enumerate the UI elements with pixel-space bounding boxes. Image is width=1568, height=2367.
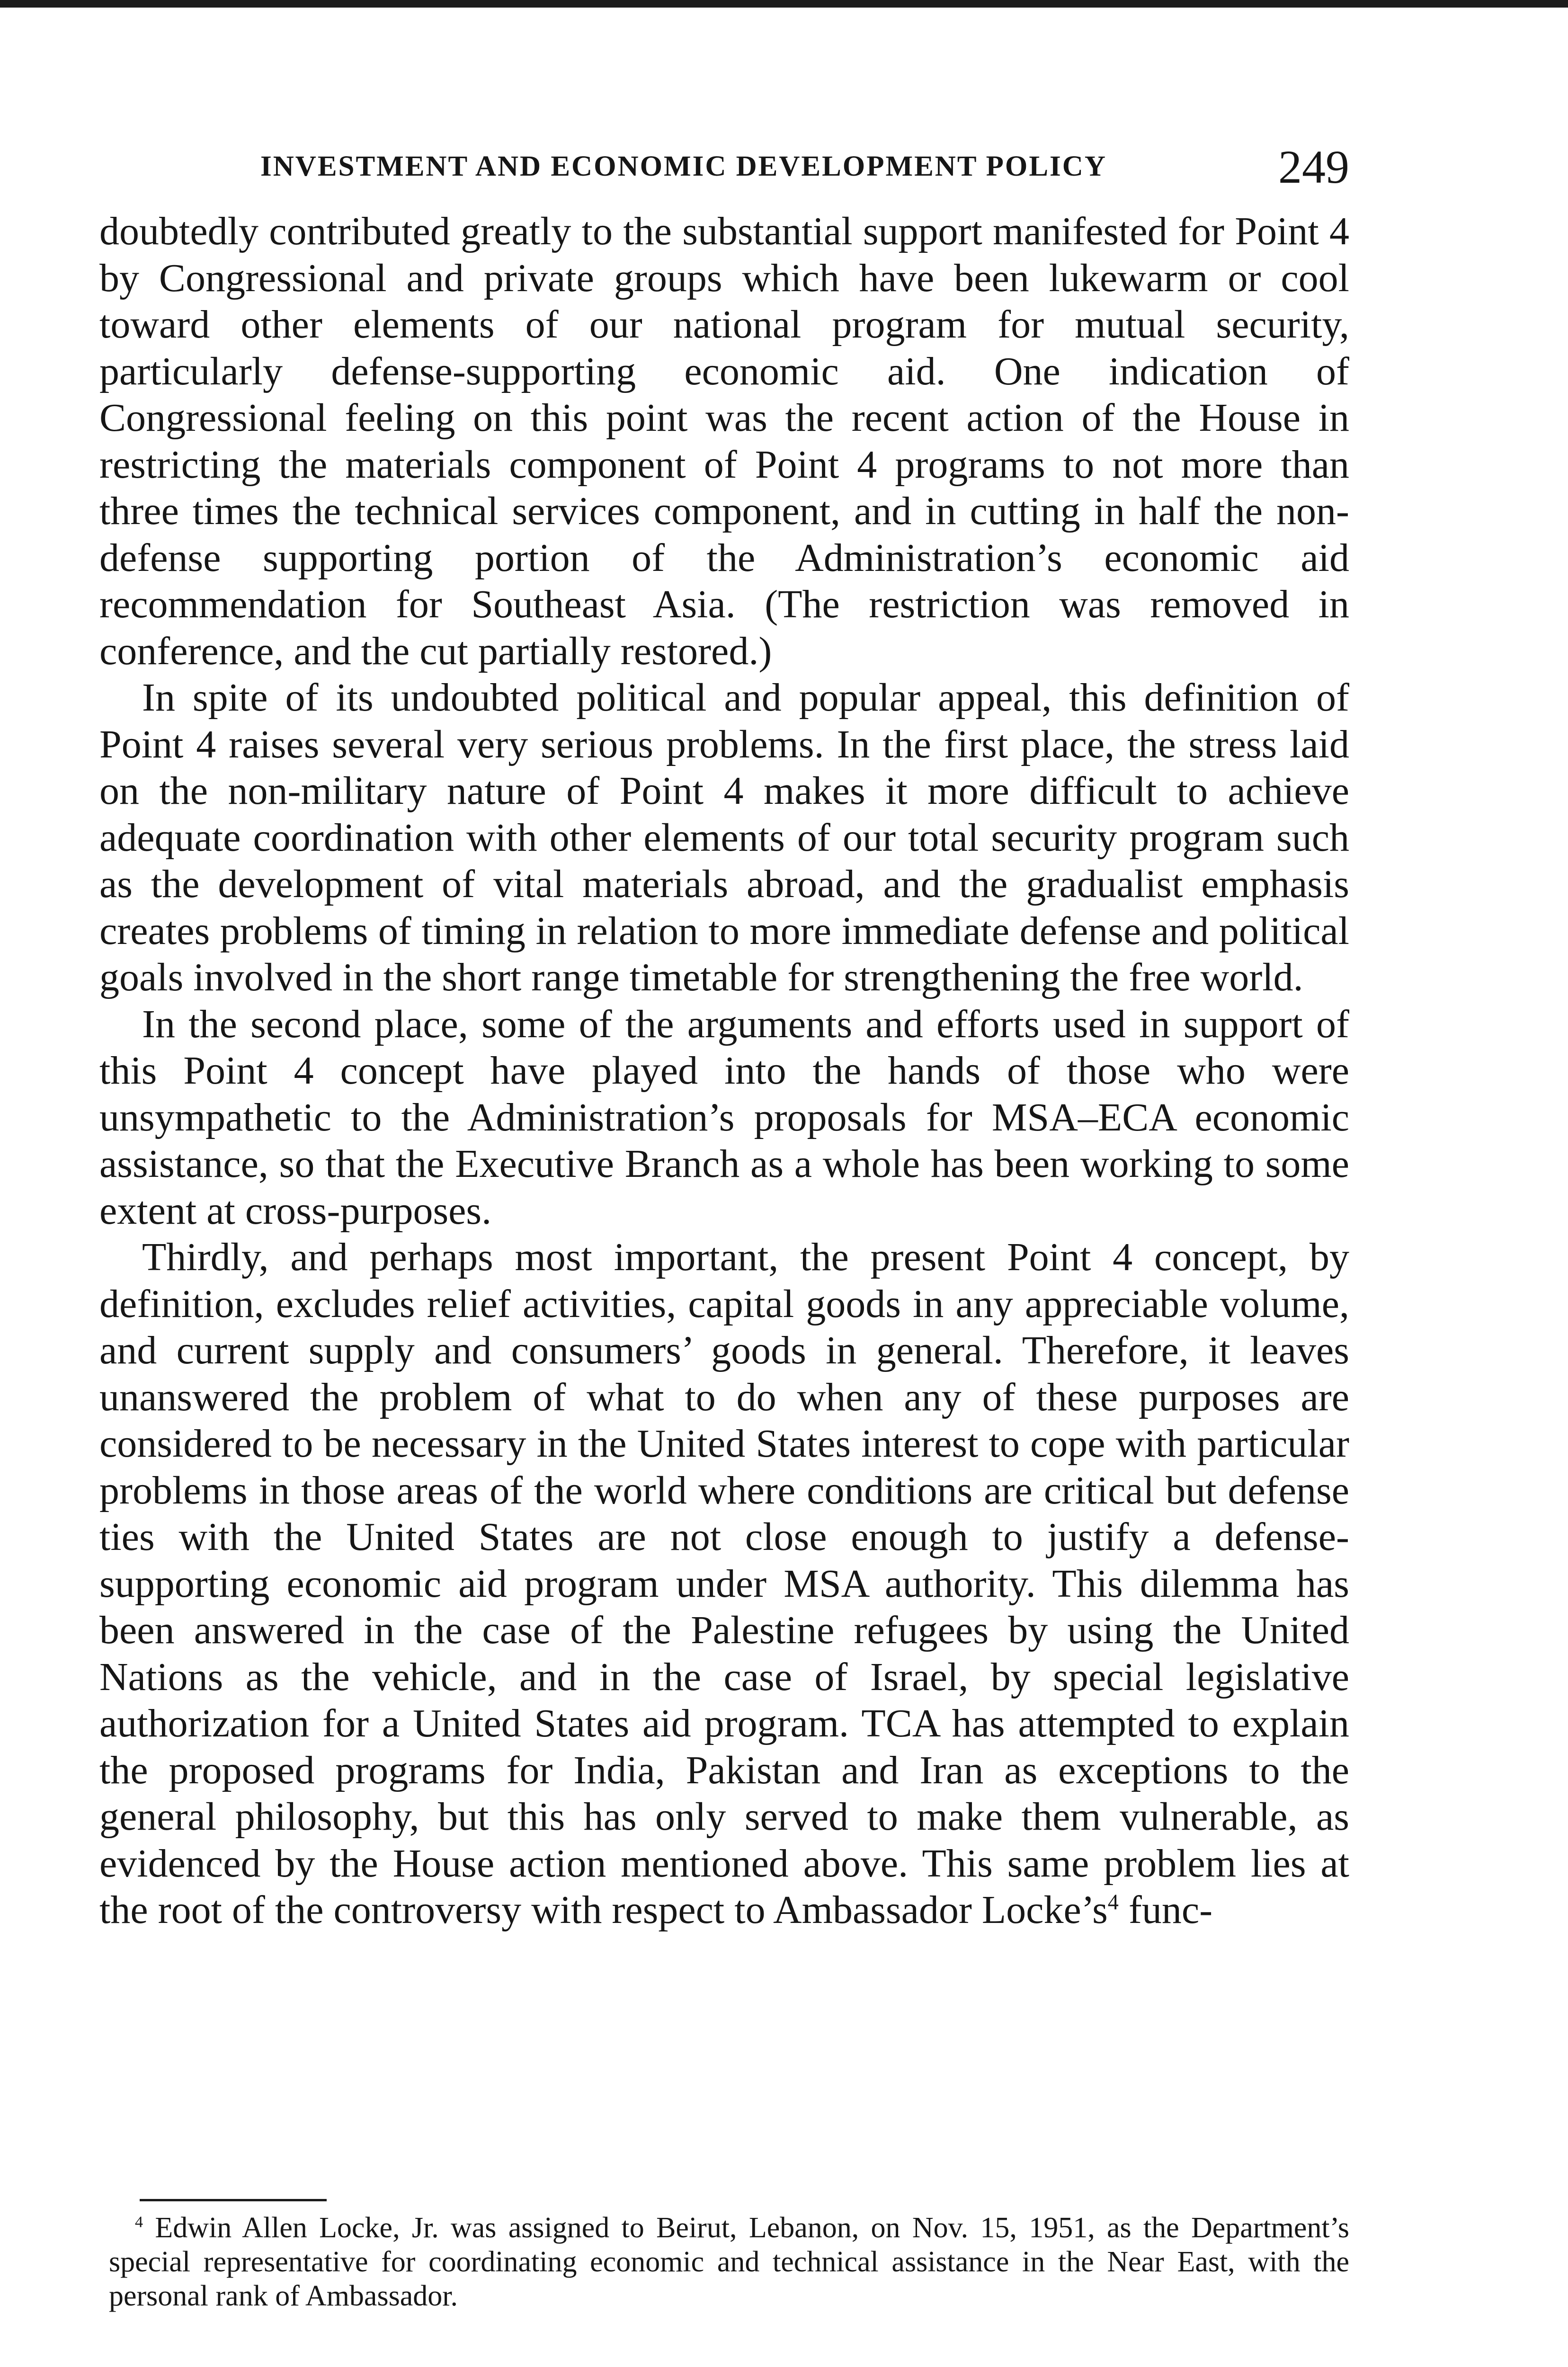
- body-text: [99, 208, 1349, 1934]
- footnote-marker: 4: [135, 2213, 143, 2231]
- footnote: [109, 2211, 1349, 2313]
- paragraph-second-place: In the second place, some of the arguments and efforts used in support of this Point 4 concept have played into the hands of those who were unsympathetic to the Administration’s proposals for MSA–ECA economic assistance, so that the Executive Branch as a whole has been working to some extent at cross-purposes.: [99, 1002, 1349, 1233]
- page-number: 249: [1278, 141, 1349, 193]
- paragraph-thirdly: [99, 1234, 1349, 1934]
- paragraph-thirdly-text: Thirdly, and perhaps most important, the present Point 4 concept, by definition, excludes relief activities, capital goods in any appreciable volume, and current supply and consumers’ goods in general. Therefore, it leaves unanswered the problem of what to do when any of these purposes are considered to be necessary in the United States interest to cope with particular problems in those areas of the world where conditions are critical but defense ties with the United States are not close enough to justify a defense-supporting economic aid program under MSA authority. This dilemma has been answered in the case of the Palestine refugees by using the United Nations as the vehicle, and in the case of Israel, by special legislative authorization for a United States aid program. TCA has attempted to explain the proposed programs for India, Pakistan and Iran as exceptions to the general philosophy, but this has only served to make them vulnerable, as evidenced by the House action mentioned above. This same problem lies at the root of the controversy with respect to Ambassador Locke’s: [99, 1235, 1349, 1932]
- footnote-rule: [140, 2199, 327, 2201]
- document-page: [99, 0, 1349, 2367]
- running-head: [260, 140, 1349, 196]
- paragraph-continued: doubtedly contributed greatly to the substantial support manifested for Point 4 by Congressional and private groups which have been lukewarm or cool toward other elements of our national program for mutual security, particularly defense-supporting economic aid. One indication of Congressional feeling on this point was the recent action of the House in restricting the materials component of Point 4 programs to not more than three times the technical services component, and in cutting in half the non-defense supporting portion of the Administration’s economic aid recommendation for Southeast Asia. (The restriction was removed in conference, and the cut partially restored.): [99, 209, 1349, 673]
- running-title: INVESTMENT AND ECONOMIC DEVELOPMENT POLICY: [260, 151, 1107, 182]
- paragraph-problems: In spite of its undoubted political and popular appeal, this definition of Point 4 raises several very serious problems. In the first place, the stress laid on the non-military nature of Point 4 makes it more difficult to achieve adequate coordination with other elements of our total security program such as the development of vital materials abroad, and the gradualist emphasis creates problems of timing in relation to more immediate defense and political goals involved in the short range timetable for strengthening the free world.: [99, 676, 1349, 999]
- footnote-text: Edwin Allen Locke, Jr. was assigned to Beirut, Lebanon, on Nov. 15, 1951, as the Department’s special representative for coordinating economic and technical assistance in the Near East, with the personal rank of Ambassador.: [109, 2212, 1350, 2312]
- footnote-reference[interactable]: 4: [1107, 1890, 1119, 1914]
- paragraph-thirdly-end: func-: [1118, 1888, 1213, 1932]
